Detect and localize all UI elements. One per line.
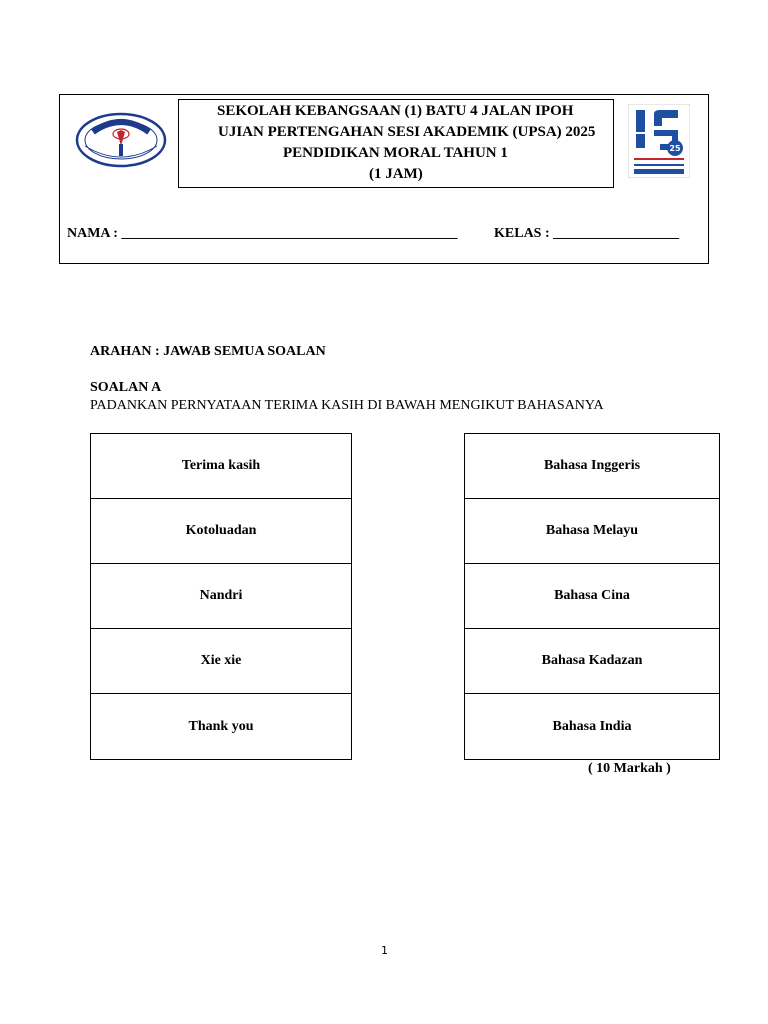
- instruction-heading: ARAHAN : JAWAB SEMUA SOALAN: [90, 344, 326, 359]
- name-field[interactable]: NAMA : ________________________________________________: [67, 226, 458, 241]
- exam-title: UJIAN PERTENGAHAN SESI AKADEMIK (UPSA) 2025: [218, 124, 596, 140]
- right-item[interactable]: Bahasa Cina: [465, 564, 719, 629]
- logo-number: 25: [669, 144, 681, 153]
- page-number: 1: [381, 944, 388, 957]
- section-instruction: PADANKAN PERNYATAAN TERIMA KASIH DI BAWAH MENGIKUT BAHASANYA: [90, 398, 604, 413]
- exam-duration: (1 JAM): [369, 166, 423, 182]
- subject-title: PENDIDIKAN MORAL TAHUN 1: [283, 145, 508, 161]
- right-item[interactable]: Bahasa India: [552, 718, 632, 734]
- left-item[interactable]: Xie xie: [91, 629, 351, 694]
- right-item[interactable]: Bahasa Kadazan: [465, 629, 719, 694]
- upsa-logo: [628, 104, 690, 178]
- left-item[interactable]: Kotoluadan: [91, 499, 351, 564]
- class-field[interactable]: KELAS : __________________: [494, 226, 680, 241]
- right-item[interactable]: Bahasa Melayu: [465, 499, 719, 564]
- left-item[interactable]: Nandri: [91, 564, 351, 629]
- school-logo: [75, 110, 167, 170]
- right-item[interactable]: Bahasa Inggeris: [465, 434, 719, 499]
- marks-label: ( 10 Markah ): [588, 761, 671, 776]
- section-title: SOALAN A: [90, 380, 162, 395]
- exam-title-box: [178, 99, 614, 188]
- left-item[interactable]: Terima kasih: [91, 434, 351, 499]
- matching-right-column: [464, 433, 720, 760]
- left-item[interactable]: Thank you: [188, 718, 254, 734]
- matching-left-column: [90, 433, 352, 760]
- school-name: SEKOLAH KEBANGSAAN (1) BATU 4 JALAN IPOH: [217, 103, 574, 119]
